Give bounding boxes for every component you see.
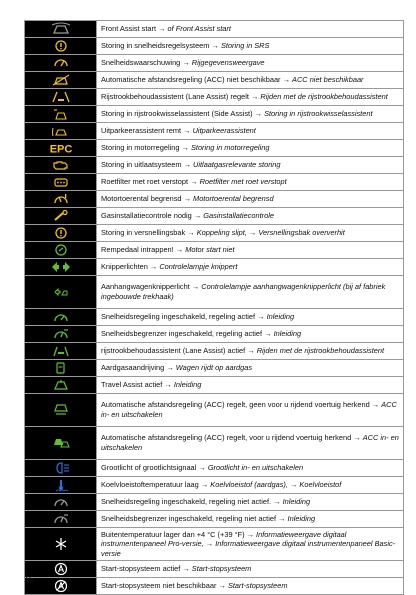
- table-row: [25, 259, 403, 276]
- row-text: Automatische afstandsregeling (ACC) regelt, voor u rijdend voertuig herkend: [101, 433, 352, 443]
- row-crossref-link[interactable]: Inleiding: [273, 329, 302, 339]
- row-text: Snelheidsregeling ingeschakeld, regeling niet actief.: [101, 497, 272, 507]
- row-description: Front Assist start → of Front Assist start: [101, 24, 231, 34]
- row-text: Aanhangwagenknipperlicht: [101, 282, 190, 292]
- table-row: [25, 72, 403, 89]
- row-text: rijstrookbehoudassistent (Lane Assist) actief: [101, 346, 246, 356]
- row-text: Storing in rijstrookwisselassistent (Side Assist): [101, 109, 253, 119]
- row-text: Gasinstallatiecontrole nodig: [101, 211, 192, 221]
- row-crossref-link[interactable]: Motor start niet: [185, 245, 235, 255]
- row-text: Automatische afstandsregeling (ACC) niet beschikbaar: [101, 75, 281, 85]
- row-crossref-link[interactable]: Informatieweergave digitaal instrumentenpaneel Pro-versie, → Informatieweergave digitaal instrumentenpaneel Basic-versie: [101, 529, 396, 558]
- row-description: Start-stopsysteem niet beschikbaar → Start-stopsysteem: [101, 581, 288, 591]
- turn-signal-icon: [25, 259, 97, 275]
- row-description: Uitparkeerassistent remt → Uitparkeerassistent: [101, 126, 256, 136]
- row-crossref-link[interactable]: Storing in SRS: [220, 41, 270, 51]
- side-assist-icon: [25, 106, 97, 122]
- row-crossref-link[interactable]: of Front Assist start: [167, 24, 231, 34]
- row-crossref-link[interactable]: Uitparkeerassistent: [192, 126, 256, 136]
- row-description: Aanhangwagenknipperlicht → Controlelampje aanhangwagenknipperlicht (bij af fabriek ingebouwde trekhaak): [101, 282, 386, 301]
- start-stop-icon: [25, 561, 97, 577]
- table-row: [25, 157, 403, 174]
- row-description: Motortoerental begrensd → Motortoerental begrensd: [101, 194, 274, 204]
- row-description: Gasinstallatiecontrole nodig → Gasinstallatiecontrole: [101, 211, 274, 221]
- high-beam-icon: [25, 460, 97, 476]
- row-text: Buitentemperatuur lager dan +4 °C (+39 °F): [101, 529, 245, 539]
- row-description: rijstrookbehoudassistent (Lane Assist) actief → Rijden met de rijstrookbehoudassistent: [101, 346, 385, 356]
- row-description: Automatische afstandsregeling (ACC) regelt, voor u rijdend voertuig herkend → ACC in- en uitschakelen: [101, 433, 399, 452]
- table-row: [25, 360, 403, 377]
- row-crossref-link[interactable]: ACC in- en uitschakelen: [101, 433, 399, 452]
- start-stop-off-icon: [25, 578, 97, 594]
- row-text: Automatische afstandsregeling (ACC) regelt, geen voor u rijdend voertuig herkend: [101, 400, 370, 410]
- table-row: [25, 174, 403, 191]
- rpm-limit-icon: [25, 191, 97, 207]
- table-row: [25, 38, 403, 55]
- row-crossref-link[interactable]: Inleiding: [266, 312, 295, 322]
- row-text: Rempedaal intrappen!: [101, 245, 174, 255]
- row-crossref-link[interactable]: Inleiding: [287, 514, 316, 524]
- row-description: Storing in versnellingsbak → Koppeling slipt, → Versnellingsbak oververhit: [101, 228, 345, 238]
- row-crossref-link[interactable]: ACC in- en uitschakelen: [101, 400, 397, 419]
- row-crossref-link[interactable]: Storing in motorregeling: [190, 143, 270, 153]
- row-text: Motortoerental begrensd: [101, 194, 182, 204]
- particle-filter-icon: [25, 174, 97, 190]
- svg-text:EPC: EPC: [49, 143, 72, 155]
- table-row: [25, 477, 403, 494]
- travel-assist-icon: [25, 377, 97, 393]
- row-text: Koelvloeistoftemperatuur laag: [101, 480, 199, 490]
- trailer-signal-icon: [25, 276, 97, 308]
- row-description: Snelheidsregeling ingeschakeld, regeling actief → Inleiding: [101, 312, 295, 322]
- snowflake-icon: [25, 528, 97, 560]
- row-description: Rempedaal intrappen! → Motor start niet: [101, 245, 235, 255]
- cruise-control-icon: [25, 309, 97, 325]
- row-crossref-link[interactable]: Gasinstallatiecontrole: [203, 211, 274, 221]
- row-text: Aardgasaandrijving: [101, 363, 165, 373]
- table-row: [25, 276, 403, 309]
- row-description: Storing in uitlaatsysteem → Uitlaatgasrelevante storing: [101, 160, 281, 170]
- row-text: Snelheidsregeling ingeschakeld, regeling actief: [101, 312, 256, 322]
- row-description: Rijstrookbehoudassistent (Lane Assist) regelt → Rijden met de rijstrookbehoudassistent: [101, 92, 388, 102]
- table-row: [25, 140, 403, 157]
- row-text: Front Assist start: [101, 24, 157, 34]
- row-description: Buitentemperatuur lager dan +4 °C (+39 °F) → Informatieweergave digitaal instrumentenpaneel Pro-versie, → Informatieweergave digitaal instrumentenpaneel Basic-versie: [101, 529, 396, 558]
- speed-warning-icon: [25, 55, 97, 71]
- row-crossref-link[interactable]: Grootlicht in- en uitschakelen: [207, 463, 304, 473]
- row-crossref-link[interactable]: Koelvloeistof (aardgas), → Koelvloeistof: [210, 480, 342, 490]
- brake-pedal-icon: [25, 242, 97, 258]
- row-text: Grootlicht of grootlichtsignaal: [101, 463, 197, 473]
- row-text: Travel Assist actief: [101, 380, 163, 390]
- row-crossref-link[interactable]: Rijden met de rijstrookbehoudassistent: [256, 346, 385, 356]
- table-row: [25, 561, 403, 578]
- row-crossref-link[interactable]: Inleiding: [282, 497, 311, 507]
- row-text: Start-stopsysteem actief: [101, 564, 181, 574]
- table-row: [25, 343, 403, 360]
- engine-icon: [25, 157, 97, 173]
- row-description: Aardgasaandrijving → Wagen rijdt op aardgas: [101, 363, 253, 373]
- row-crossref-link[interactable]: Storing in rijstrookwisselassistent: [264, 109, 373, 119]
- table-row: [25, 528, 403, 561]
- row-description: Knipperlichten → Controlelampje knippert: [101, 262, 238, 272]
- acc-active-icon: [25, 394, 97, 426]
- row-description: Koelvloeistoftemperatuur laag → Koelvloeistof (aardgas), → Koelvloeistof: [101, 480, 342, 490]
- row-crossref-link[interactable]: Controlelampje knippert: [159, 262, 238, 272]
- row-crossref-link[interactable]: ACC niet beschikbaar: [292, 75, 364, 85]
- wrench-icon: [25, 208, 97, 224]
- epc-icon: [25, 140, 97, 156]
- table-row: [25, 309, 403, 326]
- row-crossref-link[interactable]: Controlelampje aanhangwagenknipperlicht (bij af fabriek ingebouwde trekhaak): [101, 282, 386, 301]
- table-row: [25, 242, 403, 259]
- table-row: [25, 55, 403, 72]
- gearbox-fault-icon: [25, 225, 97, 241]
- table-row: [25, 208, 403, 225]
- row-text: Snelheidsbegrenzer ingeschakeld, regeling niet actief: [101, 514, 277, 524]
- table-row: [25, 89, 403, 106]
- row-text: Storing in motorregeling: [101, 143, 180, 153]
- row-description: Automatische afstandsregeling (ACC) regelt, geen voor u rijdend voertuig herkend → ACC in- en uitschakelen: [101, 400, 397, 419]
- row-crossref-link[interactable]: Roetfilter met roet verstopt: [199, 177, 287, 187]
- row-description: Storing in rijstrookwisselassistent (Side Assist) → Storing in rijstrookwisselassistent: [101, 109, 373, 119]
- row-description: Grootlicht of grootlichtsignaal → Grootlicht in- en uitschakelen: [101, 463, 304, 473]
- row-crossref-link[interactable]: Koppeling slipt, → Versnellingsbak oververhit: [196, 228, 345, 238]
- row-description: Snelheidsbegrenzer ingeschakeld, regeling niet actief → Inleiding: [101, 514, 316, 524]
- row-description: Storing in motorregeling → Storing in motorregeling: [101, 143, 270, 153]
- acc-vehicle-icon: [25, 427, 97, 459]
- row-text: Storing in uitlaatsysteem: [101, 160, 182, 170]
- table-row: [25, 427, 403, 460]
- table-row: [25, 21, 403, 38]
- row-text: Roetfilter met roet verstopt: [101, 177, 189, 187]
- row-crossref-link[interactable]: Wagen rijdt op aardgas: [175, 363, 253, 373]
- cruise-inactive-icon: [25, 494, 97, 510]
- speed-limiter-icon: [25, 326, 97, 342]
- row-text: Snelheidswaarschuwing: [101, 58, 181, 68]
- table-row: [25, 191, 403, 208]
- row-text: Knipperlichten: [101, 262, 148, 272]
- row-text: Snelheidsbegrenzer ingeschakeld, regeling actief: [101, 329, 263, 339]
- row-crossref-link[interactable]: Uitlaatgasrelevante storing: [193, 160, 281, 170]
- row-description: Snelheidswaarschuwing → Rijgegevensweergave: [101, 58, 265, 68]
- srs-fault-icon: [25, 38, 97, 54]
- table-row: [25, 106, 403, 123]
- coolant-temp-icon: [25, 477, 97, 493]
- row-crossref-link[interactable]: Inleiding: [173, 380, 202, 390]
- table-row: [25, 377, 403, 394]
- lane-assist-icon: [25, 89, 97, 105]
- gas-drive-icon: [25, 360, 97, 376]
- row-crossref-link[interactable]: Start-stopsysteem: [191, 564, 252, 574]
- lane-assist-active-icon: [25, 343, 97, 359]
- row-text: Uitparkeerassistent remt: [101, 126, 182, 136]
- row-text: Storing in snelheidsregelsysteem: [101, 41, 210, 51]
- front-assist-icon: [25, 21, 97, 37]
- limiter-inactive-icon: [25, 511, 97, 527]
- row-crossref-link[interactable]: Start-stopsysteem: [227, 581, 288, 591]
- row-crossref-link[interactable]: Rijgegevensweergave: [191, 58, 265, 68]
- table-row: [25, 394, 403, 427]
- row-description: Automatische afstandsregeling (ACC) niet beschikbaar → ACC niet beschikbaar: [101, 75, 364, 85]
- page-number: 16: [24, 574, 35, 584]
- table-row: [25, 326, 403, 343]
- row-description: Start-stopsysteem actief → Start-stopsysteem: [101, 564, 252, 574]
- row-crossref-link[interactable]: Motortoerental begrensd: [193, 194, 274, 204]
- park-assist-icon: [25, 123, 97, 139]
- row-crossref-link[interactable]: Rijden met de rijstrookbehoudassistent: [260, 92, 388, 102]
- table-row: [25, 123, 403, 140]
- row-description: Roetfilter met roet verstopt → Roetfilter met roet verstopt: [101, 177, 287, 187]
- row-text: Storing in versnellingsbak: [101, 228, 186, 238]
- row-description: Travel Assist actief → Inleiding: [101, 380, 202, 390]
- row-description: Snelheidsregeling ingeschakeld, regeling niet actief. → Inleiding: [101, 497, 311, 507]
- row-description: Snelheidsbegrenzer ingeschakeld, regeling actief → Inleiding: [101, 329, 302, 339]
- table-row: [25, 225, 403, 242]
- acc-unavailable-icon: [25, 72, 97, 88]
- row-text: Rijstrookbehoudassistent (Lane Assist) regelt: [101, 92, 249, 102]
- table-row: [25, 511, 403, 528]
- warning-lights-table: [24, 20, 404, 595]
- table-row: [25, 494, 403, 511]
- table-row: [25, 578, 403, 595]
- row-text: Start-stopsysteem niet beschikbaar: [101, 581, 217, 591]
- row-description: Storing in snelheidsregelsysteem → Storing in SRS: [101, 41, 270, 51]
- table-row: [25, 460, 403, 477]
